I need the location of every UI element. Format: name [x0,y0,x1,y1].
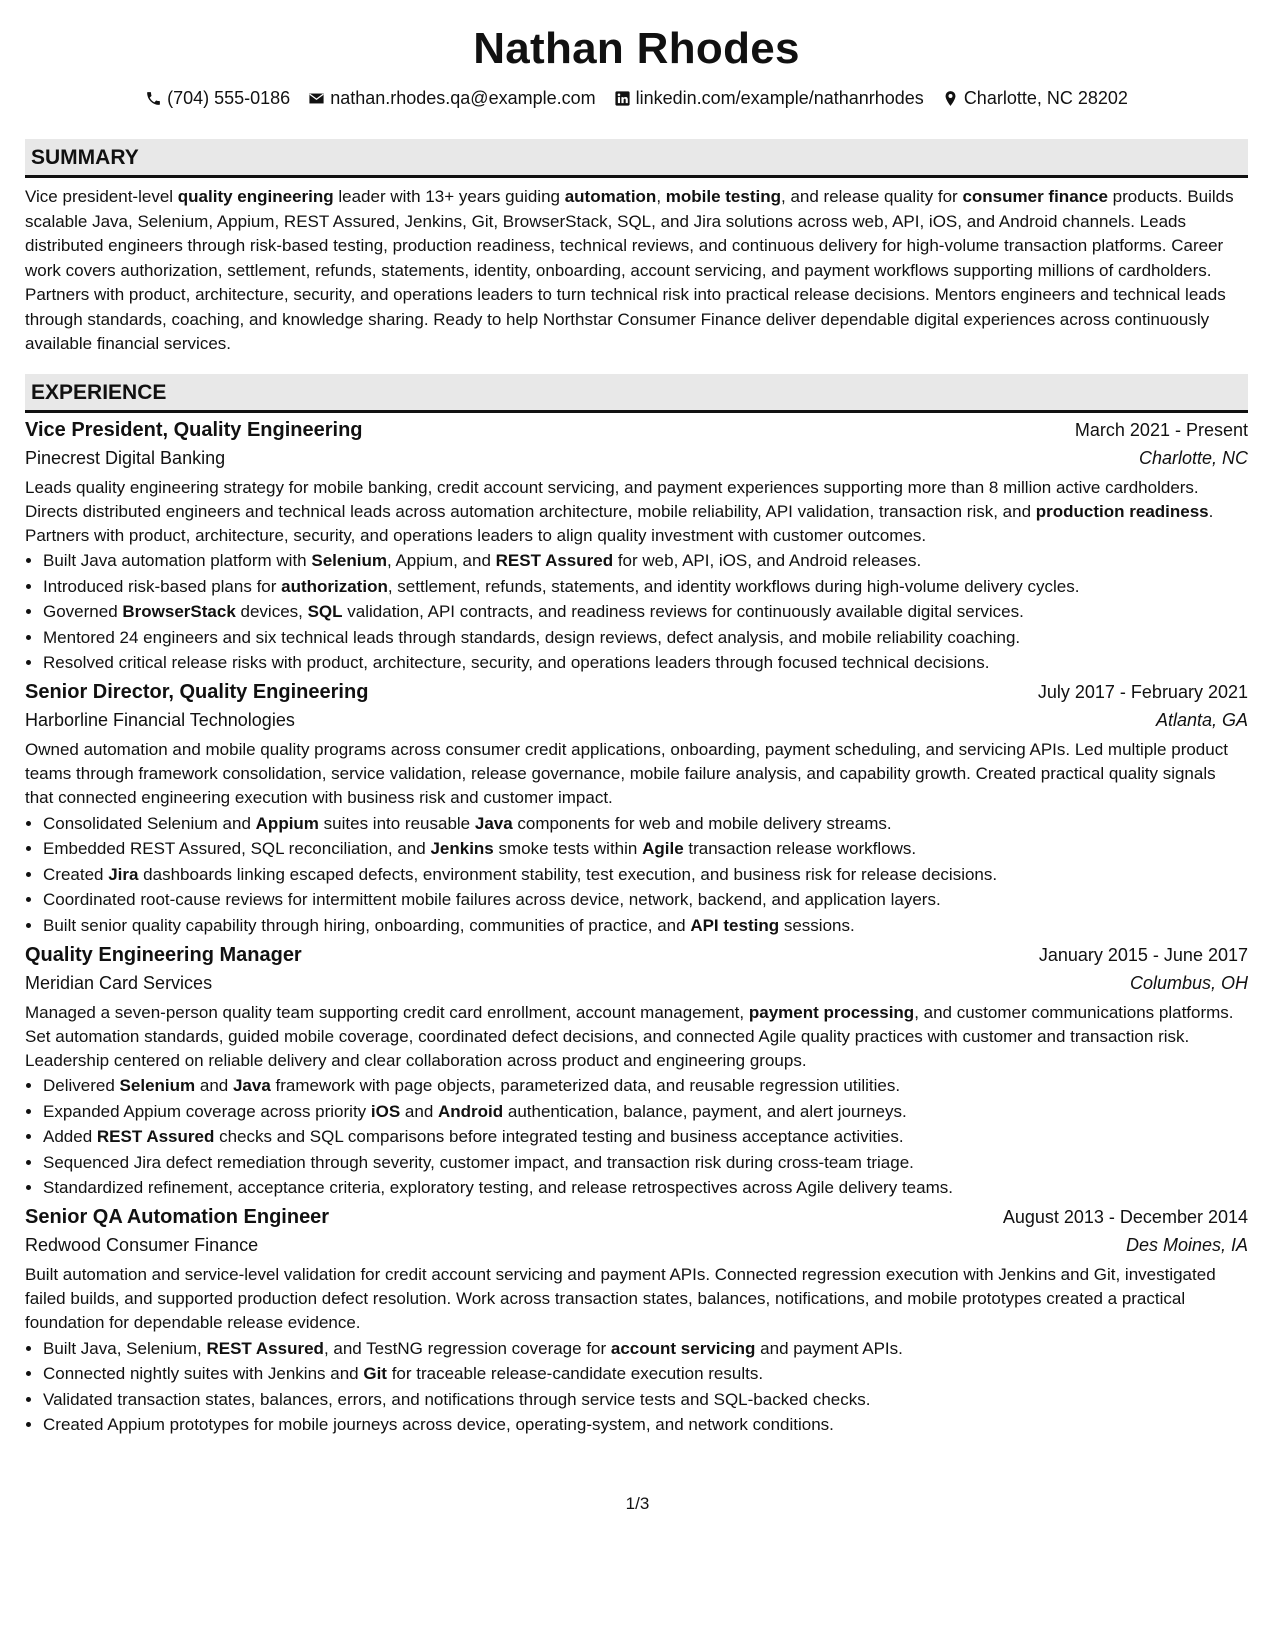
job-description: Built automation and service-level validation for credit account servicing and payment APIs. Connected regression execution with Jenkins and Git, investigated failed builds, and supported production defect resolution. Work across transaction states, balances, notifications, and mobile prototypes created a practical foundation for dependable release evidence. [25,1265,1216,1332]
contact-phone [145,88,290,109]
job-bullet: • Sequenced Jira defect remediation through severity, customer impact, and transaction risk during cross-team triage. [43,1151,1248,1175]
summary-text: Vice president-level quality engineering leader with 13+ years guiding automation, mobile testing, and release quality for consumer finance products. Builds scalable Java, Selenium, Appium, REST Assured, Jenkins, Git, BrowserStack, SQL, and Jira solutions across web, API, iOS, and Android channels. Leads distributed engineers through risk-based testing, production readiness, technical reviews, and continuous delivery for high-volume transaction platforms. Career work covers authorization, settlement, refunds, statements, identity, onboarding, account servicing, and payment workflows supporting millions of cardholders. Partners with product, architecture, security, and operations leaders to turn technical risk into practical release decisions. Mentors engineers and technical leads through standards, coaching, and knowledge sharing. Ready to help Northstar Consumer Finance deliver dependable digital experiences across continuously available financial services. [25,187,1234,353]
job-bullet: • Resolved critical release risks with product, architecture, security, and operations leaders through focused technical decisions. [43,651,1248,675]
job-bullet: • Added REST Assured checks and SQL comparisons before integrated testing and business acceptance activities. [43,1125,1248,1149]
job-bullet: • Created Jira dashboards linking escaped defects, environment stability, test execution, and business risk for release decisions. [43,863,1248,887]
job-description: Owned automation and mobile quality programs across consumer credit applications, onboarding, payment scheduling, and servicing APIs. Led multiple product teams through framework consolidation, service validation, release governance, mobile failure analysis, and capability growth. Created practical quality signals that connected engineering execution with business risk and customer impact. [25,740,1228,807]
job-location: Atlanta, GA [1155,710,1248,730]
envelope-icon [308,90,325,107]
job-entry [25,681,1248,938]
job-location: Columbus, OH [1129,972,1248,993]
resume-page [25,0,1248,1439]
job-title: Senior QA Automation Engineer [25,1206,330,1228]
job-bullet: • Expanded Appium coverage across priority iOS and Android authentication, balance, payment, and alert journeys. [43,1100,1248,1124]
contact-bar [25,86,1248,110]
contact-email[interactable] [308,88,595,109]
job-entry [25,1206,1248,1437]
job-entry [25,419,1248,676]
job-bullet: • Connected nightly suites with Jenkins and Git for traceable release-candidate execution results. [43,1362,1248,1386]
phone-icon [145,90,162,107]
job-subheader [25,973,1248,994]
job-bullet: • Validated transaction states, balances, errors, and notifications through service tests and SQL-backed checks. [43,1388,1248,1412]
job-bullets [25,549,1248,675]
job-description: Leads quality engineering strategy for mobile banking, credit account servicing, and payment experiences supporting more than 8 million active cardholders. Directs distributed engineers and technical leads across automation architecture, mobile reliability, API validation, transaction risk, and production readiness. Partners with product, architecture, security, and operations leaders to align quality investment with customer outcomes. [25,477,1214,545]
job-header [25,1206,1248,1229]
job-description: Managed a seven-person quality team supporting credit card enrollment, account management, payment processing, and customer communications platforms. Set automation standards, guided mobile coverage, coordinated defect decisions, and connected Agile quality practices with customer and transaction risk. Leadership centered on reliable delivery and clear collaboration across product and engineering groups. [25,1002,1234,1070]
job-title: Senior Director, Quality Engineering [25,681,369,703]
job-bullet: • Mentored 24 engineers and six technical leads through standards, design reviews, defect analysis, and mobile reliability coaching. [43,626,1248,650]
job-bullet: • Consolidated Selenium and Appium suites into reusable Java components for web and mobile delivery streams. [43,812,1248,836]
job-header [25,681,1248,704]
job-location: Des Moines, IA [1125,1235,1248,1255]
job-company: Meridian Card Services [25,972,213,993]
job-company: Harborline Financial Technologies [25,710,295,730]
job-company: Pinecrest Digital Banking [25,447,226,468]
email-link[interactable]: nathan.rhodes.qa@example.com [330,87,596,108]
job-bullet: • Built Java automation platform with Selenium, Appium, and REST Assured for web, API, iOS, and Android releases. [43,549,1248,573]
job-subheader [25,710,1248,731]
job-dates: August 2013 - December 2014 [1002,1207,1248,1227]
job-bullet: • Standardized refinement, acceptance criteria, exploratory testing, and release retrospectives across Agile delivery teams. [43,1176,1248,1200]
job-header [25,944,1248,967]
page-number: 1/3 [625,1494,650,1513]
job-subheader [25,448,1248,469]
job-bullet: • Created Appium prototypes for mobile journeys across device, operating-system, and network conditions. [43,1413,1248,1437]
job-bullet: • Delivered Selenium and Java framework with page objects, parameterized data, and reusable regression utilities. [43,1074,1248,1098]
job-bullets [25,1337,1248,1438]
job-bullet: • Embedded REST Assured, SQL reconciliation, and Jenkins smoke tests within Agile transaction release workflows. [43,837,1248,861]
job-bullets [25,812,1248,938]
job-dates: March 2021 - Present [1074,419,1248,440]
map-pin-icon [942,90,959,107]
job-title: Quality Engineering Manager [25,943,302,966]
job-bullet: • Governed BrowserStack devices, SQL validation, API contracts, and readiness reviews for continuously available digital services. [43,600,1248,624]
job-location: Charlotte, NC [1138,447,1248,468]
summary-heading: SUMMARY [25,139,1248,178]
location-text: Charlotte, NC 28202 [963,87,1128,108]
job-dates: January 2015 - June 2017 [1038,944,1248,965]
job-title: Vice President, Quality Engineering [25,418,363,441]
experience-list [25,419,1248,1438]
job-company: Redwood Consumer Finance [25,1235,259,1255]
contact-location [942,88,1128,109]
phone-text: (704) 555-0186 [167,87,291,108]
job-bullet: • Introduced risk-based plans for authorization, settlement, refunds, statements, and identity workflows during high-volume delivery cycles. [43,575,1248,599]
candidate-name: Nathan Rhodes [473,24,800,73]
job-bullet: • Coordinated root-cause reviews for intermittent mobile failures across device, network, backend, and application layers. [43,888,1248,912]
job-dates: July 2017 - February 2021 [1037,682,1248,702]
job-header [25,419,1248,442]
job-entry [25,944,1248,1201]
job-bullet: • Built Java, Selenium, REST Assured, and TestNG regression coverage for account servicing and payment APIs. [43,1337,1248,1361]
linkedin-icon [614,90,631,107]
experience-heading: EXPERIENCE [25,374,1248,413]
linkedin-link[interactable]: linkedin.com/example/nathanrhodes [635,87,924,108]
job-subheader [25,1235,1248,1256]
contact-linkedin[interactable] [614,88,924,109]
job-bullets [25,1074,1248,1200]
job-bullet: • Built senior quality capability through hiring, onboarding, communities of practice, and API testing sessions. [43,914,1248,938]
